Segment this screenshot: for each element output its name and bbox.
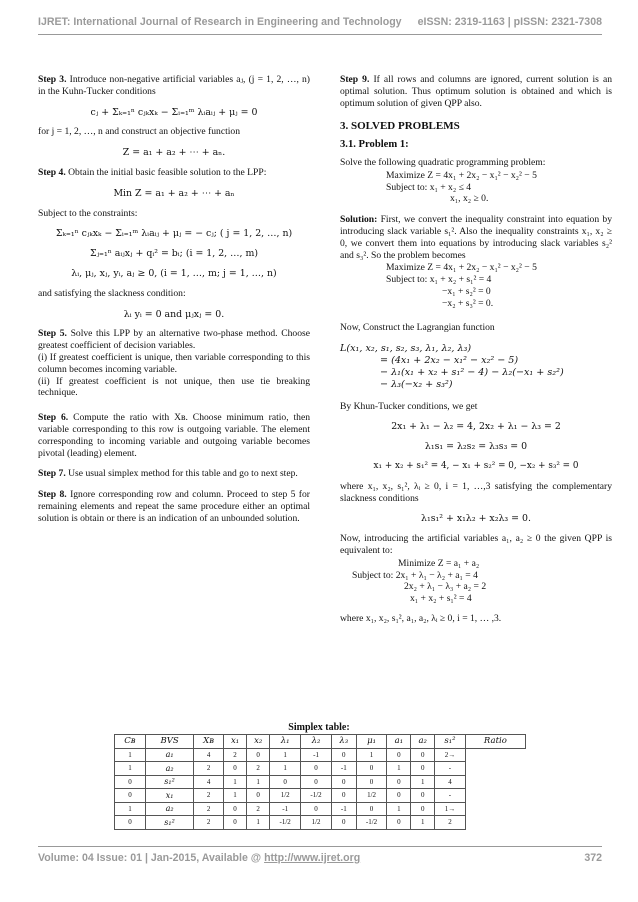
table-cell: 1 bbox=[411, 816, 435, 830]
table-cell: 0 bbox=[247, 748, 270, 762]
table-cell: 0 bbox=[270, 775, 301, 789]
table-cell: 0 bbox=[356, 775, 387, 789]
table-cell: -1 bbox=[331, 802, 356, 816]
table-cell: 0 bbox=[387, 816, 411, 830]
table-cell: s₁² bbox=[145, 816, 193, 830]
table-cell: 2 bbox=[435, 816, 466, 830]
equation-constraint-2: Σⱼ₌₁ⁿ aᵢⱼxⱼ + qᵢ² = bᵢ; (i = 1, 2, …, m) bbox=[89, 248, 259, 260]
table-header-cell: Xʙ bbox=[194, 735, 224, 749]
journal-name: IJRET: International Journal of Research in Engineering and Technology bbox=[38, 16, 402, 28]
table-cell: s₁² bbox=[145, 775, 193, 789]
table-cell: 2 bbox=[247, 802, 270, 816]
reformulated-objective: Maximize Z = 4x₁ + 2x₂ − x₁² − x₂² − 5 bbox=[386, 262, 537, 274]
table-header-cell: BVS bbox=[145, 735, 193, 749]
step-9: Step 9. If all rows and columns are ignored, current solution is an optimal solution. Thus optimum solution is obtained and which is optimum solution of given QPP also. bbox=[340, 74, 612, 109]
table-header-cell: λ₂ bbox=[301, 735, 332, 749]
table-header-cell: λ₁ bbox=[270, 735, 301, 749]
table-cell: - bbox=[435, 762, 466, 776]
table-cell: 0 bbox=[331, 816, 356, 830]
step-8: Step 8. Ignore corresponding row and column. Proceed to step 5 for remaining elements and repeat the same procedure either an optimal solution is obtain or there is an indication of an unbounded solution. bbox=[38, 489, 310, 524]
where-text-1: where x₁, x₂, s₁², λᵢ ≥ 0, i = 1, …,3 satisfying the complementary slackness conditions bbox=[340, 480, 612, 504]
table-cell: 2 bbox=[194, 816, 224, 830]
table-title: Simplex table: bbox=[288, 722, 350, 733]
reduced-constraint-3: x₁ + x₂ + s₁² = 4 bbox=[410, 593, 472, 605]
subsection-heading: 3.1. Problem 1: bbox=[340, 139, 409, 151]
table-cell: 1 bbox=[223, 775, 246, 789]
table-cell: 0 bbox=[223, 802, 246, 816]
kt-equation-1: 2x₁ + λ₁ − λ₂ = 4, 2x₂ + λ₁ − λ₃ = 2 bbox=[391, 421, 561, 433]
table-cell: 0 bbox=[223, 762, 246, 776]
table-cell: 1 bbox=[356, 748, 387, 762]
problem-objective: Maximize Z = 4x₁ + 2x₂ − x₁² − x₂² − 5 bbox=[386, 169, 537, 181]
table-cell: -1 bbox=[301, 748, 332, 762]
constraints-label: Subject to the constraints: bbox=[38, 207, 138, 219]
table-header-cell: μ₁ bbox=[356, 735, 387, 749]
table-cell: 1 bbox=[411, 775, 435, 789]
reformulated-constraint-1: Subject to: x₁ + x₂ + s₁² = 4 bbox=[386, 274, 492, 286]
reduced-objective: Minimize Z = a₁ + a₂ bbox=[398, 557, 480, 569]
table-cell: -1/2 bbox=[270, 816, 301, 830]
table-cell: 0 bbox=[411, 789, 435, 803]
lagrangian-intro: Now, Construct the Lagrangian function bbox=[340, 321, 495, 333]
issn: eISSN: 2319-1163 | pISSN: 2321-7308 bbox=[417, 16, 602, 28]
table-cell: 0 bbox=[301, 802, 332, 816]
where-text-2: where x₁, x₂, s₁², a₁, a₂, λᵢ ≥ 0, i = 1, … ,3. bbox=[340, 612, 502, 624]
step-3-cont: for j = 1, 2, …, n and construct an objective function bbox=[38, 126, 241, 138]
table-cell: 1→ bbox=[435, 802, 466, 816]
table-header-cell: x₂ bbox=[247, 735, 270, 749]
lagrangian-line-2: = (4x₁ + 2x₂ − x₁² − x₂² − 5) bbox=[380, 355, 519, 367]
table-cell: 1/2 bbox=[301, 816, 332, 830]
table-header-cell: a₂ bbox=[411, 735, 435, 749]
table-cell: a₁ bbox=[145, 748, 193, 762]
page-footer bbox=[38, 852, 602, 864]
step-3: Step 3. Introduce non-negative artificial variables aⱼ, (j = 1, 2, …, n) in the Kuhn-Tucker conditions bbox=[38, 74, 310, 97]
reduced-constraint-2: 2x₂ + λ₁ − λ₃ + a₂ = 2 bbox=[404, 581, 487, 593]
page-number: 372 bbox=[584, 852, 602, 864]
table-cell: -1/2 bbox=[356, 816, 387, 830]
journal-link[interactable]: http://www.ijret.org bbox=[264, 852, 361, 864]
footer-volume: Volume: 04 Issue: 01 | Jan-2015, Available @ http://www.ijret.org bbox=[38, 852, 361, 864]
table-cell: 2 bbox=[194, 762, 224, 776]
equation-slackness: λᵢ yᵢ = 0 and μⱼxⱼ = 0. bbox=[123, 308, 225, 320]
reduced-constraint-1: Subject to: 2x₁ + λ₁ − λ₂ + a₁ = 4 bbox=[352, 569, 478, 581]
equation-constraint-1: Σₖ₌₁ⁿ cⱼₖxₖ − Σᵢ₌₁ᵐ λᵢaᵢⱼ + μⱼ = − cⱼ; ( j = 1, 2, …, n) bbox=[55, 228, 293, 240]
table-body bbox=[115, 748, 526, 829]
reformulated-constraint-3: −x₂ + s₃² = 0. bbox=[442, 297, 494, 309]
table-cell: a₂ bbox=[145, 802, 193, 816]
table-cell: 0 bbox=[331, 748, 356, 762]
table-cell: 0 bbox=[331, 775, 356, 789]
slackness-label: and satisfying the slackness condition: bbox=[38, 287, 186, 299]
table-row bbox=[115, 789, 526, 803]
table-cell: 4 bbox=[194, 775, 224, 789]
table-cell: 1 bbox=[387, 762, 411, 776]
table-header-cell: s₁² bbox=[435, 735, 466, 749]
problem-intro: Solve the following quadratic programming problem: bbox=[340, 156, 546, 168]
table-header-cell: x₁ bbox=[223, 735, 246, 749]
table-cell: 0 bbox=[387, 789, 411, 803]
step-5-i: (i) If greatest coefficient is unique, then variable corresponding to this column becomes incoming variable. bbox=[38, 351, 310, 375]
table-cell: 0 bbox=[387, 775, 411, 789]
table-cell: 0 bbox=[411, 748, 435, 762]
table-cell: -1 bbox=[270, 802, 301, 816]
page-header bbox=[38, 16, 602, 28]
table-header-cell: λ₃ bbox=[331, 735, 356, 749]
table-cell: -1 bbox=[331, 762, 356, 776]
table-cell: a₂ bbox=[145, 762, 193, 776]
step-5: Step 5. Solve this LPP by an alternative two-phase method. Choose greatest coefficient of decision variables. bbox=[38, 328, 310, 352]
table-header-row bbox=[115, 735, 526, 749]
table-cell: 0 bbox=[247, 789, 270, 803]
header-divider bbox=[38, 34, 602, 35]
table-cell: 4 bbox=[435, 775, 466, 789]
problem-nonneg: x₁, x₂ ≥ 0. bbox=[450, 193, 489, 205]
table-cell: 1 bbox=[270, 748, 301, 762]
table-cell: 0 bbox=[115, 775, 146, 789]
table-cell: 1/2 bbox=[270, 789, 301, 803]
table-cell: - bbox=[435, 789, 466, 803]
footer-divider bbox=[38, 846, 602, 847]
table-cell: 2 bbox=[223, 748, 246, 762]
step-5-ii: (ii) If greatest coefficient is not unique, then use tie breaking technique. bbox=[38, 375, 310, 399]
table-row bbox=[115, 802, 526, 816]
table-cell: 1 bbox=[270, 762, 301, 776]
equation-kt: cⱼ + Σₖ₌₁ⁿ cⱼₖxₖ − Σᵢ₌₁ᵐ λᵢaᵢⱼ + μⱼ = 0 bbox=[90, 106, 258, 118]
table-cell: 0 bbox=[223, 816, 246, 830]
table-cell: 1 bbox=[247, 816, 270, 830]
equation-min: Min Z = a₁ + a₂ + ⋯ + aₙ bbox=[113, 187, 235, 199]
solution-text: Solution: First, we convert the inequality constraint into equation by introducing slack variable s₁². Also the inequality constraints x₁, x₂ ≥ 0, we convert them into equations by introducing slack variables s₂² and s₃². So the problem becomes bbox=[340, 214, 612, 261]
kt-intro: By Khun-Tucker conditions, we get bbox=[340, 400, 478, 412]
problem-constraint: Subject to: x₁ + x₂ ≤ 4 bbox=[386, 181, 472, 193]
lagrangian-line-4: − λ₃(−x₂ + s₃²) bbox=[380, 378, 453, 390]
table-cell: 1/2 bbox=[356, 789, 387, 803]
kt-equation-2: λ₁s₁ = λ₂s₂ = λ₃s₃ = 0 bbox=[424, 441, 528, 453]
table-header-cell: Cʙ bbox=[115, 735, 146, 749]
table-cell: 2 bbox=[194, 789, 224, 803]
table-cell: 1 bbox=[247, 775, 270, 789]
complementary-equation: λ₁s₁² + x₁λ₂ + x₂λ₃ = 0. bbox=[421, 513, 531, 525]
table-row bbox=[115, 775, 526, 789]
left-column bbox=[38, 74, 310, 534]
table-cell: 0 bbox=[411, 762, 435, 776]
artificial-text: Now, introducing the artificial variables a₁, a₂ ≥ 0 the given QPP is equivalent to: bbox=[340, 533, 612, 556]
table-cell: 0 bbox=[301, 762, 332, 776]
table-cell: 0 bbox=[331, 789, 356, 803]
table-header-cell: a₁ bbox=[387, 735, 411, 749]
step-4: Step 4. Obtain the initial basic feasible solution to the LPP: bbox=[38, 166, 267, 178]
right-column bbox=[340, 74, 612, 634]
table-cell: 1 bbox=[223, 789, 246, 803]
table-cell: 0 bbox=[356, 762, 387, 776]
table-cell: 0 bbox=[115, 816, 146, 830]
simplex-table bbox=[114, 734, 526, 830]
equation-nonneg: λᵢ, μⱼ, xⱼ, yᵢ, aⱼ ≥ 0, (i = 1, …, m; j = 1, …, n) bbox=[71, 267, 277, 279]
table-row bbox=[115, 748, 526, 762]
equation-objective: Z = a₁ + a₂ + ⋯ + aₙ. bbox=[122, 147, 226, 159]
table-cell: 1 bbox=[115, 762, 146, 776]
table-cell: x₁ bbox=[145, 789, 193, 803]
reformulated-constraint-2: −x₁ + s₂² = 0 bbox=[442, 285, 491, 297]
section-heading: 3. SOLVED PROBLEMS bbox=[340, 120, 460, 133]
table-cell: 2 bbox=[194, 802, 224, 816]
table-cell: 0 bbox=[356, 802, 387, 816]
table-cell: 1 bbox=[115, 802, 146, 816]
table-cell: 0 bbox=[411, 802, 435, 816]
step-6: Step 6. Compute the ratio with Xʙ. Choose minimum ratio, then variable corresponding to this row is outgoing variable. The element corresponding to incoming variable and outgoing variable becomes pivotal (leading) element. bbox=[38, 412, 311, 459]
table-cell: 0 bbox=[301, 775, 332, 789]
lagrangian-line-3: − λ₁(x₁ + x₂ + s₁² − 4) − λ₂(−x₁ + s₂²) bbox=[380, 366, 564, 378]
table-cell: 0 bbox=[115, 789, 146, 803]
table-cell: 4 bbox=[194, 748, 224, 762]
table-cell: 2→ bbox=[435, 748, 466, 762]
table-cell: 1 bbox=[115, 748, 146, 762]
table-row bbox=[115, 816, 526, 830]
table-cell: -1/2 bbox=[301, 789, 332, 803]
step-7: Step 7. Use usual simplex method for this table and go to next step. bbox=[38, 468, 298, 480]
table-cell: 0 bbox=[387, 748, 411, 762]
table-cell: 1 bbox=[387, 802, 411, 816]
table-row bbox=[115, 762, 526, 776]
table-header-cell: Ratio bbox=[465, 735, 525, 749]
kt-equation-3: x₁ + x₂ + s₁² = 4, − x₁ + s₂² = 0, −x₂ + s₃² = 0 bbox=[373, 460, 579, 471]
lagrangian-line-1: L(x₁, x₂, s₁, s₂, s₃, λ₁, λ₂, λ₃) bbox=[340, 343, 472, 355]
table-cell: 2 bbox=[247, 762, 270, 776]
